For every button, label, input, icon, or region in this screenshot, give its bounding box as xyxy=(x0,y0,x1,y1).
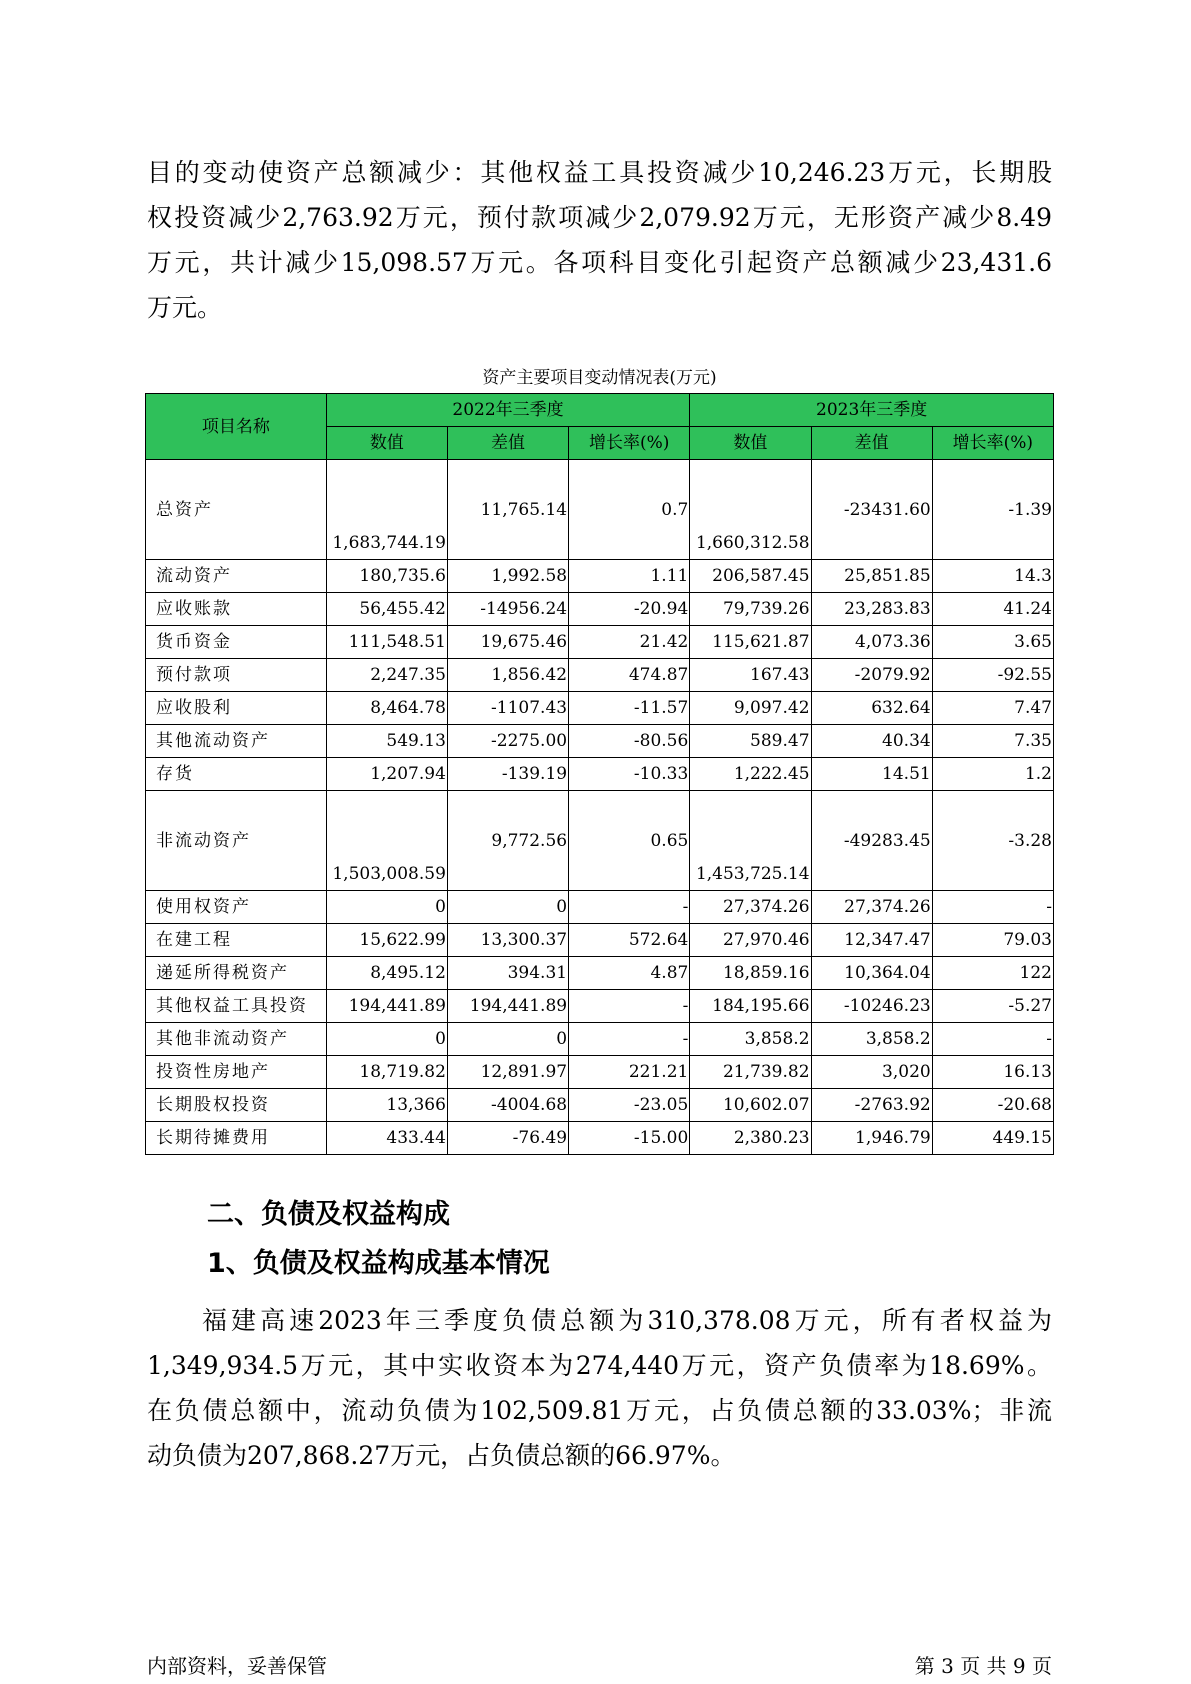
intro-line: 万元。 xyxy=(147,293,223,322)
header-item-name: 项目名称 xyxy=(146,394,327,460)
cell-g2023: 14.3 xyxy=(932,560,1053,593)
cell-d2023: 25,851.85 xyxy=(811,560,932,593)
liability-line: 1,349,934.5万元，其中实收资本为274,440万元，资产负债率为18.69%。 xyxy=(147,1351,1052,1380)
subsection-heading: 1、负债及权益构成基本情况 xyxy=(207,1248,550,1279)
row-item-name: 其他非流动资产 xyxy=(146,1023,327,1056)
cell-g2022: - xyxy=(569,1023,690,1056)
cell-d2023: 40.34 xyxy=(811,725,932,758)
asset-change-table xyxy=(145,393,1054,1155)
cell-g2023: -3.28 xyxy=(932,791,1053,891)
cell-d2022: 1,856.42 xyxy=(447,659,568,692)
cell-v2023: 10,602.07 xyxy=(690,1089,811,1122)
intro-line: 目的变动使资产总额减少：其他权益工具投资减少10,246.23万元，长期股 xyxy=(147,158,1052,187)
table-row xyxy=(146,626,1054,659)
liability-line: 福建高速2023年三季度负债总额为310,378.08万元，所有者权益为 xyxy=(202,1306,1052,1335)
cell-v2023: 27,970.46 xyxy=(690,924,811,957)
table-row xyxy=(146,891,1054,924)
cell-d2023: 3,858.2 xyxy=(811,1023,932,1056)
table-row xyxy=(146,692,1054,725)
cell-d2022: -76.49 xyxy=(447,1122,568,1155)
table-row xyxy=(146,957,1054,990)
cell-d2023: 23,283.83 xyxy=(811,593,932,626)
cell-g2023: 7.35 xyxy=(932,725,1053,758)
row-item-name: 货币资金 xyxy=(146,626,327,659)
cell-v2022: 0 xyxy=(326,1023,447,1056)
cell-d2023: -23431.60 xyxy=(811,460,932,560)
row-item-name: 递延所得税资产 xyxy=(146,957,327,990)
cell-d2022: 394.31 xyxy=(447,957,568,990)
cell-g2022: 0.7 xyxy=(569,460,690,560)
cell-v2023: 167.43 xyxy=(690,659,811,692)
cell-d2023: 1,946.79 xyxy=(811,1122,932,1155)
row-item-name: 应收股利 xyxy=(146,692,327,725)
intro-line: 万元，共计减少15,098.57万元。各项科目变化引起资产总额减少23,431.6 xyxy=(147,248,1052,277)
liability-line: 在负债总额中，流动负债为102,509.81万元，占负债总额的33.03%；非流 xyxy=(147,1396,1052,1425)
cell-d2023: 4,073.36 xyxy=(811,626,932,659)
cell-v2022: 1,207.94 xyxy=(326,758,447,791)
cell-g2023: 7.47 xyxy=(932,692,1053,725)
cell-d2023: -49283.45 xyxy=(811,791,932,891)
cell-d2022: 0 xyxy=(447,1023,568,1056)
row-item-name: 其他流动资产 xyxy=(146,725,327,758)
liability-paragraph xyxy=(147,1298,1052,1478)
cell-v2023: 589.47 xyxy=(690,725,811,758)
cell-v2022: 2,247.35 xyxy=(326,659,447,692)
header-diff-2023: 差值 xyxy=(811,427,932,460)
cell-v2023: 2,380.23 xyxy=(690,1122,811,1155)
cell-g2023: -20.68 xyxy=(932,1089,1053,1122)
table-row xyxy=(146,725,1054,758)
table-caption: 资产主要项目变动情况表(万元) xyxy=(482,368,717,388)
table-row xyxy=(146,1023,1054,1056)
cell-v2022: 0 xyxy=(326,891,447,924)
table-row xyxy=(146,990,1054,1023)
cell-v2023: 21,739.82 xyxy=(690,1056,811,1089)
cell-d2022: 11,765.14 xyxy=(447,460,568,560)
cell-g2022: -10.33 xyxy=(569,758,690,791)
table-row xyxy=(146,593,1054,626)
cell-d2022: 1,992.58 xyxy=(447,560,568,593)
cell-v2022: 1,503,008.59 xyxy=(326,791,447,891)
cell-g2022: 221.21 xyxy=(569,1056,690,1089)
cell-g2023: -5.27 xyxy=(932,990,1053,1023)
header-growth-2023: 增长率(%) xyxy=(932,427,1053,460)
cell-d2022: -1107.43 xyxy=(447,692,568,725)
header-growth-2022: 增长率(%) xyxy=(569,427,690,460)
cell-v2022: 549.13 xyxy=(326,725,447,758)
cell-v2023: 115,621.87 xyxy=(690,626,811,659)
cell-g2022: - xyxy=(569,891,690,924)
table-row xyxy=(146,1122,1054,1155)
cell-g2022: 474.87 xyxy=(569,659,690,692)
row-item-name: 存货 xyxy=(146,758,327,791)
cell-g2023: 41.24 xyxy=(932,593,1053,626)
cell-v2022: 180,735.6 xyxy=(326,560,447,593)
cell-d2022: 12,891.97 xyxy=(447,1056,568,1089)
row-item-name: 投资性房地产 xyxy=(146,1056,327,1089)
cell-d2023: 10,364.04 xyxy=(811,957,932,990)
table-row xyxy=(146,791,1054,891)
cell-g2022: -23.05 xyxy=(569,1089,690,1122)
cell-g2022: -80.56 xyxy=(569,725,690,758)
cell-g2023: -1.39 xyxy=(932,460,1053,560)
cell-v2023: 1,222.45 xyxy=(690,758,811,791)
cell-v2022: 56,455.42 xyxy=(326,593,447,626)
cell-d2022: 9,772.56 xyxy=(447,791,568,891)
cell-v2023: 27,374.26 xyxy=(690,891,811,924)
table-row xyxy=(146,659,1054,692)
cell-v2023: 18,859.16 xyxy=(690,957,811,990)
cell-g2022: 0.65 xyxy=(569,791,690,891)
table-row xyxy=(146,924,1054,957)
header-period-2023: 2023年三季度 xyxy=(690,394,1054,427)
header-value-2023: 数值 xyxy=(690,427,811,460)
cell-g2023: -92.55 xyxy=(932,659,1053,692)
cell-g2023: 16.13 xyxy=(932,1056,1053,1089)
header-value-2022: 数值 xyxy=(326,427,447,460)
cell-d2022: 0 xyxy=(447,891,568,924)
cell-g2023: 122 xyxy=(932,957,1053,990)
row-item-name: 预付款项 xyxy=(146,659,327,692)
cell-g2023: 3.65 xyxy=(932,626,1053,659)
cell-g2022: - xyxy=(569,990,690,1023)
cell-v2022: 111,548.51 xyxy=(326,626,447,659)
cell-v2022: 8,464.78 xyxy=(326,692,447,725)
footer-page-number: 第 3 页 共 9 页 xyxy=(914,1654,1052,1678)
cell-d2022: -14956.24 xyxy=(447,593,568,626)
cell-d2023: 14.51 xyxy=(811,758,932,791)
cell-g2022: 1.11 xyxy=(569,560,690,593)
cell-v2023: 3,858.2 xyxy=(690,1023,811,1056)
cell-v2023: 1,453,725.14 xyxy=(690,791,811,891)
cell-g2022: -11.57 xyxy=(569,692,690,725)
cell-d2022: -4004.68 xyxy=(447,1089,568,1122)
table-row xyxy=(146,758,1054,791)
cell-g2023: - xyxy=(932,891,1053,924)
cell-d2022: -2275.00 xyxy=(447,725,568,758)
cell-v2022: 433.44 xyxy=(326,1122,447,1155)
cell-d2023: -10246.23 xyxy=(811,990,932,1023)
header-period-2022: 2022年三季度 xyxy=(326,394,690,427)
intro-paragraph xyxy=(147,150,1052,330)
cell-v2023: 79,739.26 xyxy=(690,593,811,626)
cell-d2023: 12,347.47 xyxy=(811,924,932,957)
cell-d2022: 19,675.46 xyxy=(447,626,568,659)
cell-g2022: 21.42 xyxy=(569,626,690,659)
header-diff-2022: 差值 xyxy=(447,427,568,460)
cell-v2023: 9,097.42 xyxy=(690,692,811,725)
cell-g2023: 79.03 xyxy=(932,924,1053,957)
row-item-name: 长期待摊费用 xyxy=(146,1122,327,1155)
row-item-name: 非流动资产 xyxy=(146,791,327,891)
row-item-name: 总资产 xyxy=(146,460,327,560)
cell-d2023: -2763.92 xyxy=(811,1089,932,1122)
cell-g2023: - xyxy=(932,1023,1053,1056)
cell-v2023: 184,195.66 xyxy=(690,990,811,1023)
cell-d2022: 194,441.89 xyxy=(447,990,568,1023)
footer-confidential-note: 内部资料，妥善保管 xyxy=(147,1654,327,1678)
cell-g2022: -15.00 xyxy=(569,1122,690,1155)
table-row xyxy=(146,1056,1054,1089)
cell-d2023: -2079.92 xyxy=(811,659,932,692)
cell-v2022: 194,441.89 xyxy=(326,990,447,1023)
row-item-name: 其他权益工具投资 xyxy=(146,990,327,1023)
cell-v2023: 206,587.45 xyxy=(690,560,811,593)
cell-v2022: 18,719.82 xyxy=(326,1056,447,1089)
intro-line: 权投资减少2,763.92万元，预付款项减少2,079.92万元，无形资产减少8.49 xyxy=(147,203,1052,232)
table-body xyxy=(146,460,1054,1155)
cell-d2022: 13,300.37 xyxy=(447,924,568,957)
cell-g2022: 572.64 xyxy=(569,924,690,957)
cell-g2023: 1.2 xyxy=(932,758,1053,791)
table-row xyxy=(146,460,1054,560)
table-row xyxy=(146,1089,1054,1122)
row-item-name: 应收账款 xyxy=(146,593,327,626)
cell-g2022: -20.94 xyxy=(569,593,690,626)
cell-v2022: 13,366 xyxy=(326,1089,447,1122)
cell-d2022: -139.19 xyxy=(447,758,568,791)
cell-g2023: 449.15 xyxy=(932,1122,1053,1155)
row-item-name: 在建工程 xyxy=(146,924,327,957)
cell-d2023: 3,020 xyxy=(811,1056,932,1089)
cell-v2022: 15,622.99 xyxy=(326,924,447,957)
cell-g2022: 4.87 xyxy=(569,957,690,990)
cell-d2023: 27,374.26 xyxy=(811,891,932,924)
row-item-name: 流动资产 xyxy=(146,560,327,593)
cell-v2022: 8,495.12 xyxy=(326,957,447,990)
row-item-name: 使用权资产 xyxy=(146,891,327,924)
cell-d2023: 632.64 xyxy=(811,692,932,725)
cell-v2023: 1,660,312.58 xyxy=(690,460,811,560)
row-item-name: 长期股权投资 xyxy=(146,1089,327,1122)
liability-line: 动负债为207,868.27万元，占负债总额的66.97%。 xyxy=(147,1441,736,1470)
cell-v2022: 1,683,744.19 xyxy=(326,460,447,560)
section-heading: 二、负债及权益构成 xyxy=(207,1199,450,1230)
table-row xyxy=(146,560,1054,593)
